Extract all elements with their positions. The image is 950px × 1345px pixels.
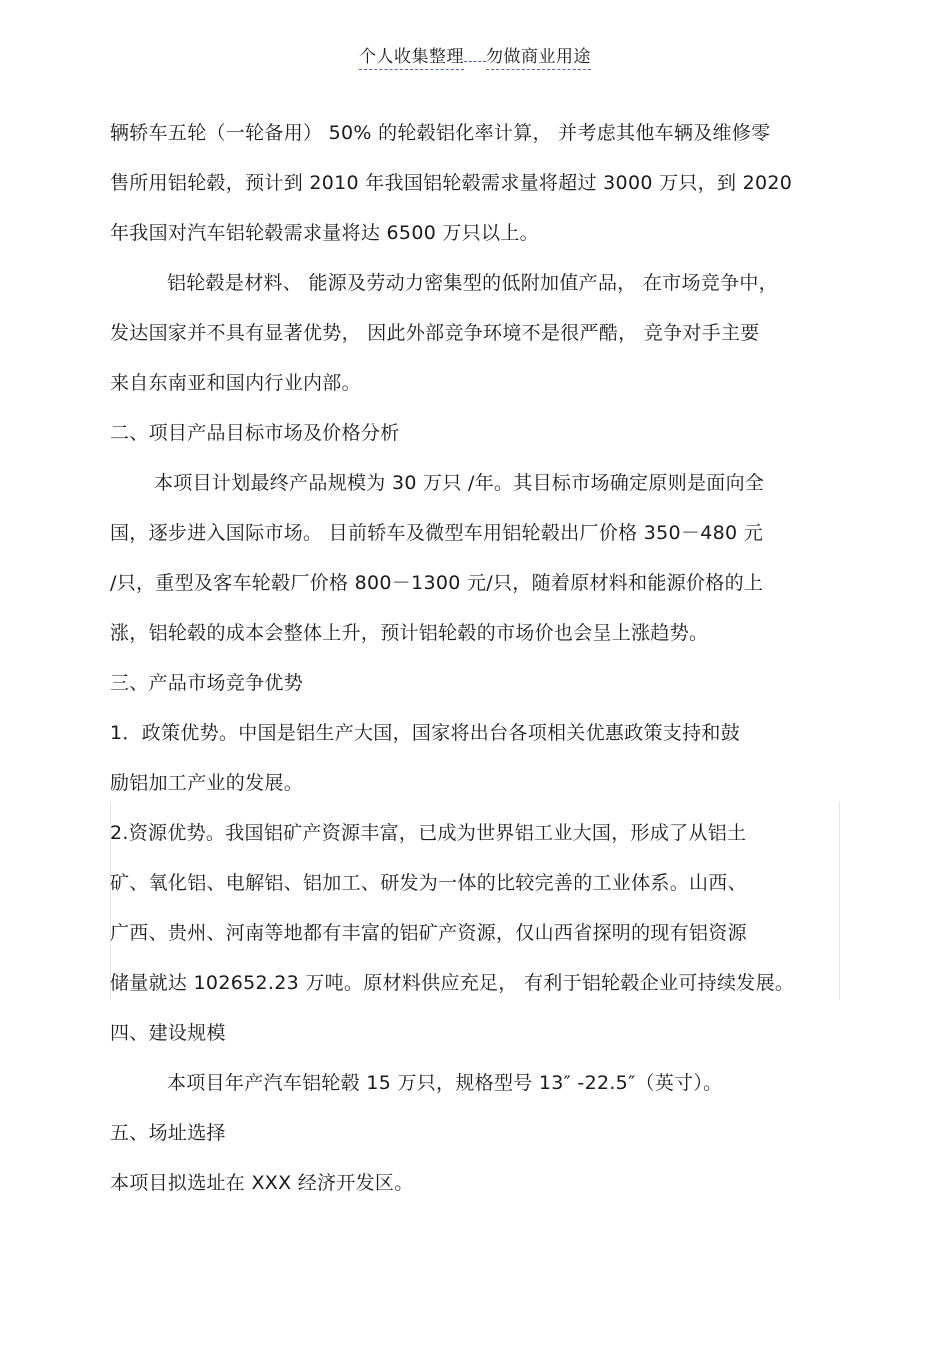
paragraph-line: 广西、贵州、河南等地都有丰富的铝矿产资源，仅山西省探明的现有铝资源 [110, 922, 747, 944]
paragraph-line: 本项目拟选址在 XXX 经济开发区。 [110, 1172, 414, 1194]
paragraph-line: 储量就达 102652.23 万吨。原材料供应充足， 有利于铝轮毂企业可持续发展。 [110, 972, 795, 994]
paragraph-line: 1．政策优势。中国是铝生产大国，国家将出台各项相关优惠政策支持和鼓 [110, 722, 740, 744]
paragraph-line: 矿、氧化铝、电解铝、铝加工、研发为一体的比较完善的工业体系。山西、 [110, 872, 747, 894]
paragraph-line: 本项目年产汽车铝轮毂 15 万只，规格型号 13″ -22.5″（英寸）。 [167, 1072, 723, 1094]
document-body [110, 115, 845, 1215]
paragraph-line: 辆轿车五轮（一轮备用） 50% 的轮毂铝化率计算， 并考虑其他车辆及维修零 [110, 122, 771, 144]
paragraph-line: 铝轮毂是材料、 能源及劳动力密集型的低附加值产品， 在市场竞争中， [167, 272, 778, 294]
section-heading: 三、产品市场竞争优势 [110, 672, 304, 694]
paragraph-line: 国，逐步进入国际市场。 目前轿车及微型车用铝轮毂出厂价格 350－480 元 [110, 522, 764, 544]
paragraph-line: 售所用铝轮毂，预计到 2010 年我国铝轮毂需求量将超过 3000 万只，到 2020 [110, 172, 793, 194]
header-gap [464, 59, 486, 62]
paragraph-line: 年我国对汽车铝轮毂需求量将达 6500 万只以上。 [110, 222, 539, 244]
paragraph-line: 励铝加工产业的发展。 [110, 772, 304, 794]
page-header [0, 42, 950, 70]
paragraph-line: 来自东南亚和国内行业内部。 [110, 372, 361, 394]
paragraph-line: 本项目计划最终产品规模为 30 万只 /年。其目标市场确定原则是面向全 [154, 472, 765, 494]
section-heading: 二、项目产品目标市场及价格分析 [110, 422, 400, 444]
header-text-part2: 勿做商业用途 [486, 42, 591, 70]
section-heading: 四、建设规模 [110, 1022, 226, 1044]
paragraph-line: 涨，铝轮毂的成本会整体上升，预计铝轮毂的市场价也会呈上涨趋势。 [110, 622, 709, 644]
header-text-part1: 个人收集整理 [359, 42, 464, 70]
paragraph-line: 发达国家并不具有显著优势， 因此外部竞争环境不是很严酷， 竞争对手主要 [110, 322, 760, 344]
section-heading: 五、场址选择 [110, 1122, 226, 1144]
paragraph-line: 2.资源优势。我国铝矿产资源丰富，已成为世界铝工业大国，形成了从铝土 [110, 822, 747, 844]
paragraph-line: /只，重型及客车轮毂厂价格 800－1300 元/只，随着原材料和能源价格的上 [110, 572, 764, 594]
